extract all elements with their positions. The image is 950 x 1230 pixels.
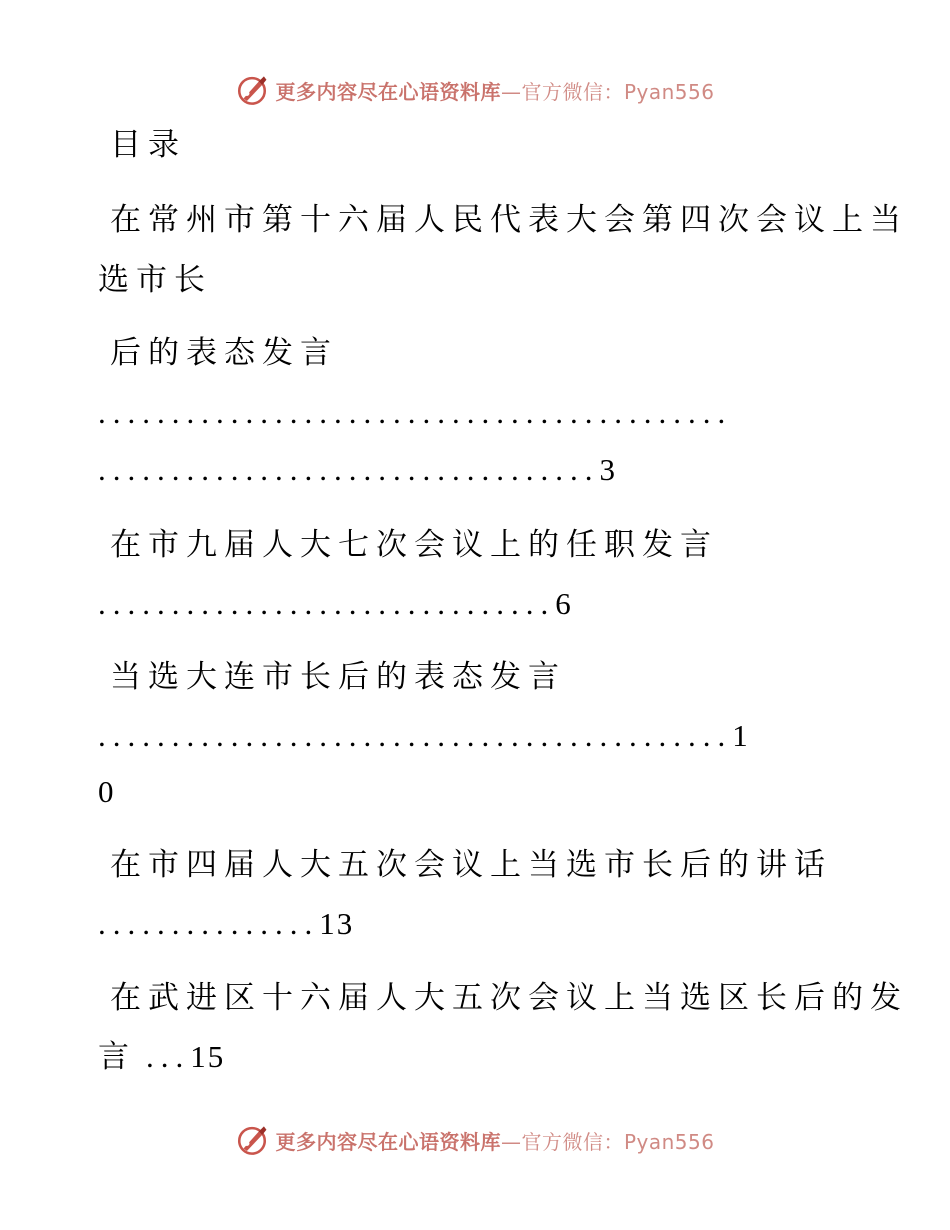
toc-entry-4-title[interactable]: 在市四届人大五次会议上当选市长后的讲话 [110,847,832,883]
toc-entry-5-leader: ... [146,1039,191,1074]
toc-entry-4-leader: ...............13 [98,906,355,941]
watermark-text: 更多内容尽在心语资料库—官方微信：Pyan556 [275,79,715,104]
watermark-text: 更多内容尽在心语资料库—官方微信：Pyan556 [275,1129,715,1154]
toc-entry-2-page-number: 6 [555,586,573,621]
toc-entry-3-title[interactable]: 当选大连市长后的表态发言 [110,659,566,695]
watermark-banner-top [0,68,950,112]
toc-entry-1-leader-line2: ..................................3 [98,452,617,487]
pen-logo-icon [235,1123,269,1157]
toc-entry-1-title-line1[interactable]: 在常州市第十六届人民代表大会第四次会议上当 [110,202,908,238]
toc-entry-1-title-line2[interactable]: 选市长 [98,262,212,298]
toc-entry-5-title-line2[interactable]: 言 ...15 [98,1039,226,1075]
toc-entry-2-title[interactable]: 在市九届人大七次会议上的任职发言 [110,527,718,563]
toc-entry-1-title-line3[interactable]: 后的表态发言 [110,335,338,371]
toc-heading: 目录 [110,127,186,163]
toc-entry-1-leader-line1: ........................................... [98,395,733,430]
toc-entry-3-page-number-part1: 1 [732,718,750,753]
toc-entry-1-page-number: 3 [599,452,617,487]
pen-logo-icon [235,73,269,107]
toc-entry-5-title-line1[interactable]: 在武进区十六届人大五次会议上当选区长后的发 [110,980,908,1016]
toc-entry-5-page-number: 15 [190,1039,226,1074]
toc-entry-3-leader: ...........................................1 [98,718,750,753]
toc-entry-2-leader: ...............................6 [98,586,573,621]
toc-entry-4-page-number: 13 [319,906,355,941]
toc-entry-3-page-number-part2: 0 [98,774,116,809]
watermark-banner-bottom [0,1118,950,1162]
